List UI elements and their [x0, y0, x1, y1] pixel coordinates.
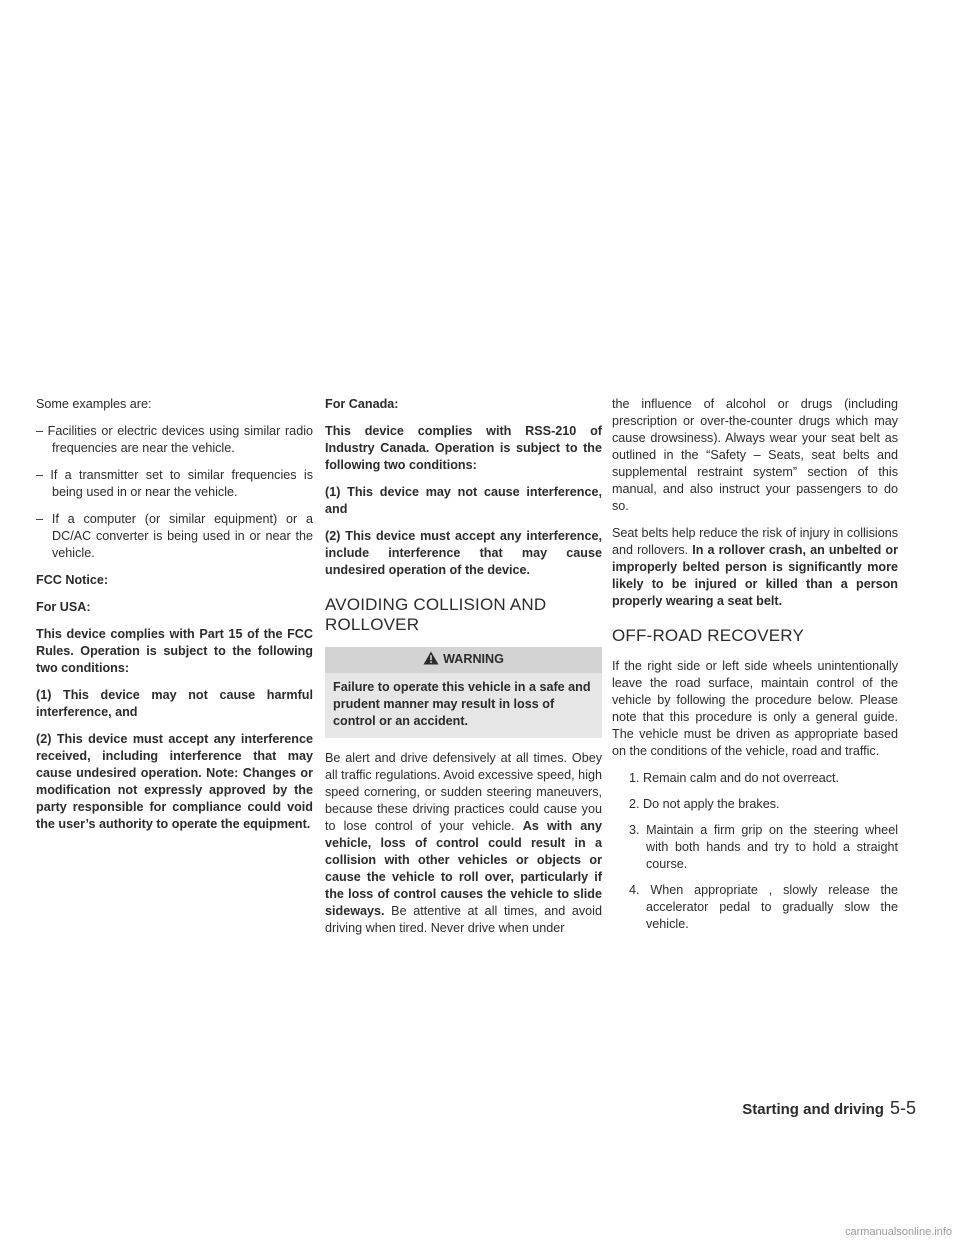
warning-header — [325, 647, 602, 673]
list-item: 1. Remain calm and do not overreact. — [629, 771, 840, 785]
section-heading-off-road-recovery: OFF-ROAD RECOVERY — [612, 626, 804, 645]
seat-belt-emphasis: In a rollover crash, an unbelted or improperly belted person is significantly more likely to be injured or killed than a person properly wearing a seat belt. — [612, 543, 898, 608]
example-item: – If a computer (or similar equipment) or a DC/AC converter is being used in or near the vehicle. — [36, 512, 313, 560]
canada-condition-1: (1) This device may not cause interference, and — [325, 485, 602, 516]
example-item: – If a transmitter set to similar frequencies is being used in or near the vehicle. — [36, 468, 313, 499]
section-heading-avoiding-collision: AVOIDING COLLISION AND ROLLOVER — [325, 595, 547, 634]
warning-title: WARNING — [443, 652, 504, 666]
for-usa-heading: For USA: — [36, 600, 91, 614]
usa-compliance-text: This device complies with Part 15 of the FCC Rules. Operation is subject to the following two conditions: — [36, 627, 313, 675]
column-1 — [36, 396, 313, 843]
canada-condition-2: (2) This device must accept any interference, include interference that may cause undesired operation of the device. — [325, 529, 602, 577]
list-item: 2. Do not apply the brakes. — [629, 797, 780, 811]
warning-text: Failure to operate this vehicle in a safe and prudent manner may result in loss of control or an accident. — [333, 680, 591, 728]
seat-belt-paragraph — [612, 525, 898, 610]
canada-compliance-text: This device complies with RSS-210 of Industry Canada. Operation is subject to the following two conditions: — [325, 424, 602, 472]
list-item: 3. Maintain a firm grip on the steering wheel with both hands and try to hold a straight course. — [629, 823, 898, 871]
off-road-intro: If the right side or left side wheels unintentionally leave the road surface, maintain control of the vehicle by following the procedure below. Please note that this procedure is only a general guide. The vehicle must be driven as appropriate based on the conditions of the vehicle, road and traffic. — [612, 659, 898, 758]
collision-body — [325, 750, 602, 937]
list-item: 4. When appropriate , slowly release the accelerator pedal to gradually slow the vehicle. — [629, 883, 898, 931]
collision-body-emphasis: As with any vehicle, loss of control could result in a collision with other vehicles or objects or cause the vehicle to roll over, particularly if the loss of control causes the vehicle to slide sideways. — [325, 819, 603, 918]
footer-section-title: Starting and driving — [742, 1101, 884, 1118]
recovery-steps — [612, 770, 898, 933]
fcc-notice-heading: FCC Notice: — [36, 573, 109, 587]
examples-intro: Some examples are: — [36, 397, 152, 411]
seat-belt-text: Seat belts help reduce the risk of injury in collisions and rollovers. — [612, 526, 898, 557]
usa-condition-1: (1) This device may not cause harmful interference, and — [36, 688, 313, 719]
usa-condition-2: (2) This device must accept any interference received, including interference that may cause undesired operation. Note: Changes or modification not expressly approved by the party responsible for compliance could void the user’s authority to operate the equipment. — [36, 732, 313, 831]
collision-body-text: Be alert and drive defensively at all times. Obey all traffic regulations. Avoid excessive speed, high speed cornering, or sudden steering maneuvers, because these driving practices could cause you to lose control of your vehicle. — [325, 751, 602, 833]
collision-body-continued: the influence of alcohol or drugs (including prescription or over-the-counter drugs which may cause drowsiness). Always wear your seat belt as outlined in the “Safety – Seats, seat belts and supplemental restraint system” section of this manual, and also instruct your passengers to do so. — [612, 397, 898, 513]
column-2 — [325, 396, 602, 947]
collision-body-text-end: Be attentive at all times, and avoid driving when tired. Never drive when under — [325, 904, 602, 935]
column-3 — [612, 396, 898, 942]
page-footer — [742, 1098, 916, 1119]
page-number: 5-5 — [889, 1098, 916, 1118]
example-item: – Facilities or electric devices using similar radio frequencies are near the vehicle. — [36, 424, 313, 455]
warning-box — [325, 647, 602, 738]
warning-triangle-icon — [423, 651, 439, 670]
for-canada-heading: For Canada: — [325, 397, 399, 411]
watermark: carmanualsonline.info — [844, 1226, 952, 1238]
